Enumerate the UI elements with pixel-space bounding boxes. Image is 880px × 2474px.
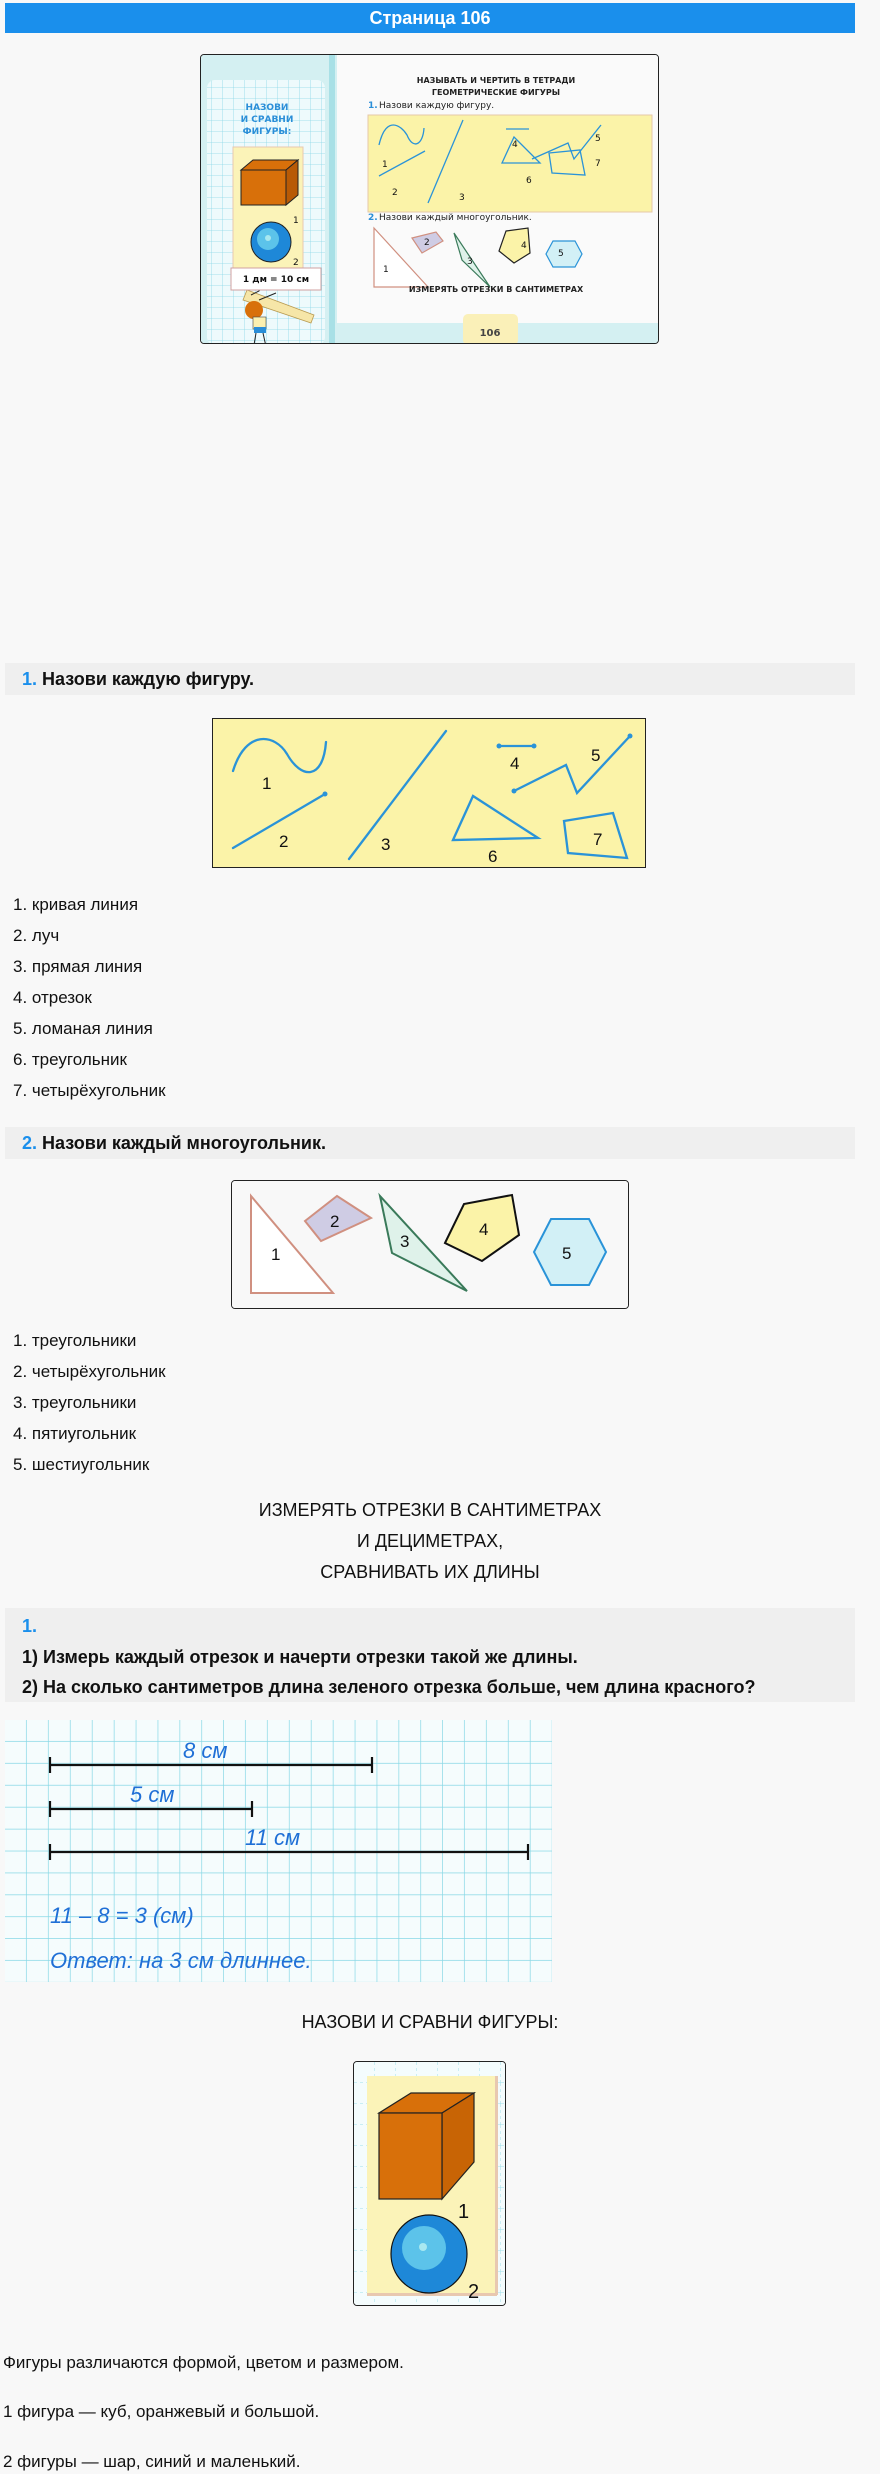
svg-text:2: 2 bbox=[468, 2281, 480, 2303]
page-header bbox=[5, 3, 855, 33]
answer-item: 2. луч bbox=[13, 926, 60, 945]
svg-text:7: 7 bbox=[595, 159, 601, 169]
solution-grid-image bbox=[5, 1720, 552, 1982]
page-title: Страница 106 bbox=[369, 8, 491, 28]
segment-label-11: 11 см bbox=[245, 1825, 301, 1850]
svg-text:3: 3 bbox=[400, 1232, 410, 1251]
svg-text:5: 5 bbox=[558, 249, 564, 259]
polygons-image bbox=[231, 1180, 629, 1309]
task-2-title: Назови каждый многоугольник. bbox=[42, 1133, 326, 1153]
svg-text:НАЗЫВАТЬ И ЧЕРТИТЬ В ТЕТРАДИ: НАЗЫВАТЬ И ЧЕРТИТЬ В ТЕТРАДИ bbox=[416, 76, 576, 85]
segment-label-5: 5 см bbox=[130, 1782, 175, 1807]
answer-item: 3. треугольники bbox=[13, 1393, 137, 1412]
task-1-answers bbox=[13, 890, 166, 1107]
answer-item: 1. треугольники bbox=[13, 1331, 137, 1350]
svg-text:ГЕОМЕТРИЧЕСКИЕ ФИГУРЫ: ГЕОМЕТРИЧЕСКИЕ ФИГУРЫ bbox=[431, 88, 561, 97]
svg-text:2: 2 bbox=[424, 238, 430, 248]
svg-text:2: 2 bbox=[279, 832, 289, 851]
svg-text:1: 1 bbox=[382, 160, 388, 170]
svg-text:3: 3 bbox=[467, 257, 473, 267]
svg-text:НАЗОВИ: НАЗОВИ bbox=[245, 103, 289, 113]
textbook-page-image bbox=[200, 54, 659, 344]
svg-text:Назови каждую фигуру.: Назови каждую фигуру. bbox=[379, 101, 495, 111]
page-number: 106 bbox=[479, 328, 501, 339]
svg-text:4: 4 bbox=[512, 140, 518, 150]
section-4-heading: НАЗОВИ И СРАВНИ ФИГУРЫ: bbox=[301, 2012, 559, 2032]
svg-text:6: 6 bbox=[488, 847, 498, 866]
answer-item: 1. кривая линия bbox=[13, 895, 139, 914]
task-2-header: 2. Назови каждый многоугольник. bbox=[5, 1127, 855, 1159]
answer-text: Ответ: на 3 см длиннее. bbox=[50, 1948, 312, 1973]
svg-text:4: 4 bbox=[521, 241, 527, 251]
conversion-note: 1 дм = 10 см bbox=[242, 275, 310, 285]
svg-text:1: 1 bbox=[271, 1245, 281, 1264]
answer-item: 4. пятиугольник bbox=[13, 1424, 137, 1443]
equation: 11 – 8 = 3 (см) bbox=[50, 1903, 194, 1928]
sidebar-title bbox=[241, 103, 294, 137]
svg-text:1: 1 bbox=[262, 774, 272, 793]
svg-text:7: 7 bbox=[593, 830, 603, 849]
svg-text:6: 6 bbox=[526, 176, 532, 186]
svg-text:5: 5 bbox=[591, 746, 601, 765]
svg-text:4: 4 bbox=[479, 1220, 489, 1239]
svg-text:2.: 2. bbox=[368, 213, 378, 223]
svg-text:2: 2 bbox=[392, 188, 398, 198]
sphere-icon bbox=[251, 222, 291, 262]
figures-image bbox=[212, 718, 646, 868]
answer-item: 2. четырёхугольник bbox=[13, 1362, 166, 1381]
comparison-paragraph: 1 фигура — куб, оранжевый и большой. bbox=[3, 2402, 320, 2421]
svg-text:3: 3 bbox=[381, 835, 391, 854]
comparison-paragraph: 2 фигуры — шар, синий и маленький. bbox=[3, 2452, 301, 2471]
svg-text:5: 5 bbox=[595, 134, 601, 144]
sphere-icon bbox=[391, 2215, 467, 2293]
task-3-header: 1. 1) Измерь каждый отрезок и начерти отрезки такой же длины. 2) На сколько сантиметров длина зеленого отрезка больше, чем длина красного? bbox=[5, 1608, 855, 1702]
section-3-heading: ИЗМЕРЯТЬ ОТРЕЗКИ В САНТИМЕТРАХ И ДЕЦИМЕТРАХ, СРАВНИВАТЬ ИХ ДЛИНЫ bbox=[258, 1500, 602, 1582]
answer-item: 5. ломаная линия bbox=[13, 1019, 153, 1038]
answer-item: 5. шестиугольник bbox=[13, 1455, 150, 1474]
task-3-question-2: 2) На сколько сантиметров длина зеленого отрезка больше, чем длина красного? bbox=[22, 1677, 756, 1697]
svg-text:2: 2 bbox=[293, 258, 299, 268]
segment-label-8: 8 см bbox=[183, 1738, 228, 1763]
svg-text:1: 1 bbox=[293, 216, 299, 226]
svg-text:ФИГУРЫ:: ФИГУРЫ: bbox=[242, 127, 292, 137]
svg-text:Назови каждый многоугольник.: Назови каждый многоугольник. bbox=[379, 213, 532, 223]
svg-text:ИЗМЕРЯТЬ ОТРЕЗКИ В САНТИМЕТРАХ: ИЗМЕРЯТЬ ОТРЕЗКИ В САНТИМЕТРАХ bbox=[408, 285, 584, 294]
svg-text:3: 3 bbox=[459, 193, 465, 203]
cube-icon bbox=[241, 160, 298, 205]
task-1-header: 1. Назови каждую фигуру. bbox=[5, 663, 855, 695]
answer-item: 3. прямая линия bbox=[13, 957, 143, 976]
svg-text:И СРАВНИ: И СРАВНИ bbox=[240, 115, 294, 125]
task-2-answers bbox=[13, 1326, 166, 1481]
svg-text:1: 1 bbox=[458, 2201, 470, 2223]
task-1-title: Назови каждую фигуру. bbox=[42, 669, 254, 689]
answer-item: 6. треугольник bbox=[13, 1050, 127, 1069]
answer-item: 7. четырёхугольник bbox=[13, 1081, 166, 1100]
svg-text:1.: 1. bbox=[368, 101, 378, 111]
svg-text:1: 1 bbox=[383, 265, 389, 275]
answer-item: 4. отрезок bbox=[13, 988, 92, 1007]
cube-sphere-image bbox=[353, 2061, 506, 2306]
svg-text:2: 2 bbox=[330, 1212, 340, 1231]
task-3-question-1: 1) Измерь каждый отрезок и начерти отрезки такой же длины. bbox=[22, 1647, 578, 1667]
svg-text:5: 5 bbox=[562, 1244, 572, 1263]
comparison-paragraph: Фигуры различаются формой, цветом и размером. bbox=[3, 2353, 404, 2372]
svg-text:4: 4 bbox=[510, 754, 520, 773]
